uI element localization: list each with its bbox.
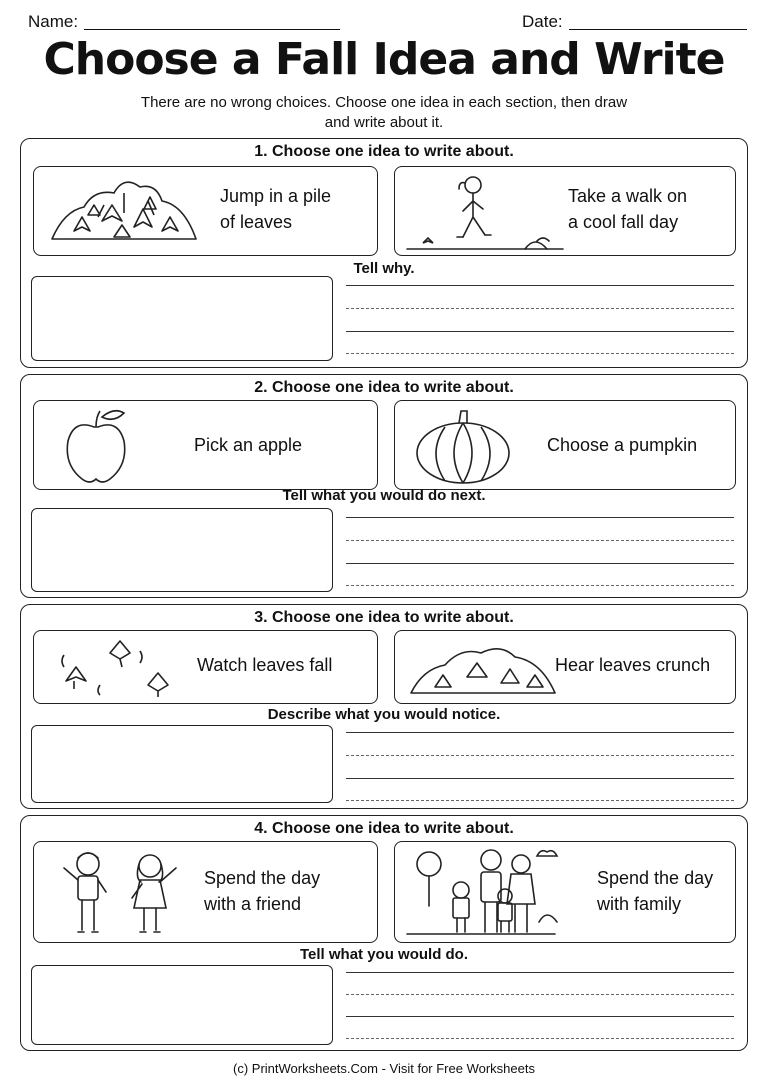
drawing-box[interactable] [31,725,333,803]
writing-prompt: Describe what you would notice. [267,706,501,723]
writing-line[interactable] [346,331,734,332]
choice-box[interactable] [33,400,378,490]
writing-lines[interactable] [346,972,734,1042]
writing-line[interactable] [346,732,734,733]
choice-box[interactable] [394,841,736,943]
choice-label: Jump in a pile of leaves [220,186,332,232]
choice-label: Take a walk on a cool fall day [568,186,688,232]
choice-label: Spend the day with a friend [204,868,321,914]
leaf-pile-icon [44,171,204,251]
guide-line [346,800,734,801]
writing-line[interactable] [346,517,734,518]
section-title: 4. Choose one idea to write about. [254,820,514,837]
leaf-pile-icon [405,635,565,701]
guide-line [346,585,734,586]
writing-lines[interactable] [346,732,734,802]
drawing-box[interactable] [31,276,333,361]
drawing-box[interactable] [31,508,333,592]
footer-credit: (c) PrintWorksheets.Com - Visit for Free Worksheets [233,1061,535,1076]
date-field[interactable] [522,12,747,32]
writing-line[interactable] [346,778,734,779]
pumpkin-icon [405,405,565,485]
choice-label: Pick an apple [194,435,303,455]
choice-label: Hear leaves crunch [555,655,711,675]
choice-label: Choose a pumpkin [547,435,698,455]
section-4 [20,815,748,1051]
guide-line [346,308,734,309]
choice-box[interactable] [394,400,736,490]
writing-prompt: Tell why. [353,260,415,277]
name-label: Name: [28,12,79,31]
writing-line[interactable] [346,972,734,973]
page-title: Choose a Fall Idea and Write [43,34,725,85]
writing-lines[interactable] [346,517,734,587]
guide-line [346,994,734,995]
section-title: 1. Choose one idea to write about. [254,143,514,160]
apple-icon [44,405,204,485]
guide-line [346,353,734,354]
writing-lines[interactable] [346,285,734,355]
name-line[interactable] [84,29,340,30]
section-3 [20,604,748,809]
section-title: 2. Choose one idea to write about. [254,379,514,396]
guide-line [346,1038,734,1039]
choice-box[interactable] [33,166,378,256]
page-subtitle [90,93,678,133]
writing-line[interactable] [346,285,734,286]
section-1 [20,138,748,368]
writing-prompt: Tell what you would do. [299,946,469,963]
choice-box[interactable] [33,841,378,943]
girl-walking-icon [405,171,565,251]
name-field[interactable] [28,12,340,32]
subtitle-line: and write about it. [324,114,444,131]
choice-label: Spend the day with family [597,868,714,914]
guide-line [346,540,734,541]
subtitle-line: There are no wrong choices. Choose one idea in each section, then draw [140,94,628,111]
writing-prompt: Tell what you would do next. [282,487,486,504]
section-title: 3. Choose one idea to write about. [254,609,514,626]
date-line[interactable] [569,29,747,30]
family-icon [405,846,565,940]
choice-box[interactable] [33,630,378,704]
writing-line[interactable] [346,563,734,564]
guide-line [346,755,734,756]
section-2 [20,374,748,598]
choice-box[interactable] [394,630,736,704]
falling-leaves-icon [44,635,204,701]
two-friends-icon [44,846,204,940]
choice-label: Watch leaves fall [197,655,333,675]
choice-box[interactable] [394,166,736,256]
drawing-box[interactable] [31,965,333,1045]
date-label: Date: [522,12,563,31]
writing-line[interactable] [346,1016,734,1017]
